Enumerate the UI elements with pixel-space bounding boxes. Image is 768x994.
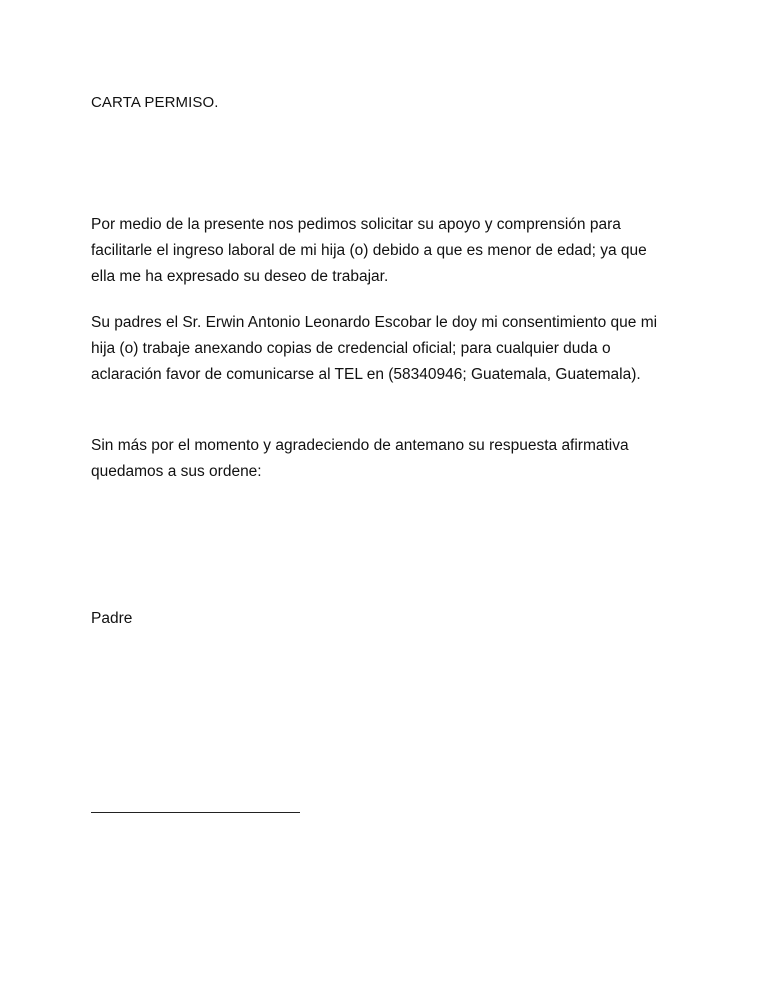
paragraph-line: Su padres el Sr. Erwin Antonio Leonardo Escobar le doy mi consentimiento que mi	[91, 314, 658, 331]
document-title: CARTA PERMISO.	[91, 94, 219, 111]
paragraph-line: hija (o) trabaje anexando copias de credencial oficial; para cualquier duda o	[91, 340, 611, 357]
signature-line	[91, 812, 300, 813]
paragraph-consent	[91, 310, 657, 388]
signer-label: Padre	[91, 610, 133, 627]
paragraph-line: Sin más por el momento y agradeciendo de antemano su respuesta afirmativa	[91, 437, 629, 454]
paragraph-line: facilitarle el ingreso laboral de mi hija (o) debido a que es menor de edad; ya que	[91, 242, 647, 259]
paragraph-line: aclaración favor de comunicarse al TEL en (58340946; Guatemala, Guatemala).	[91, 366, 641, 383]
paragraph-line: Por medio de la presente nos pedimos solicitar su apoyo y comprensión para	[91, 216, 621, 233]
paragraph-line: quedamos a sus ordene:	[91, 463, 262, 480]
paragraph-request	[91, 212, 647, 290]
paragraph-closing	[91, 433, 629, 485]
paragraph-line: ella me ha expresado su deseo de trabajar.	[91, 268, 389, 285]
